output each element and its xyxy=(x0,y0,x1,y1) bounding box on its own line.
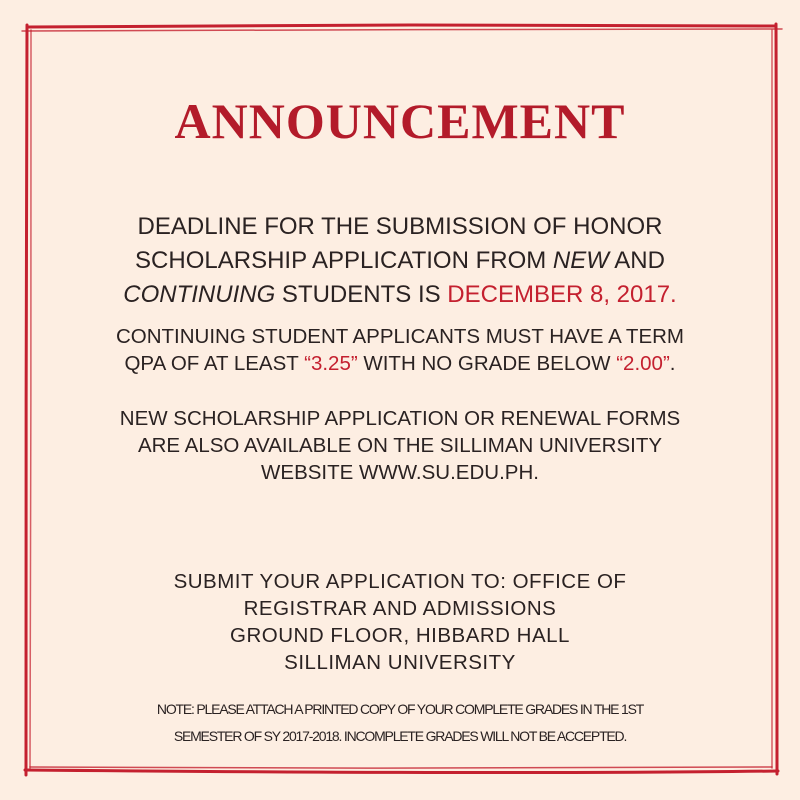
submit-line-4: SILLIMAN UNIVERSITY xyxy=(284,651,516,674)
deadline-paragraph xyxy=(60,210,740,312)
submit-line-1: SUBMIT YOUR APPLICATION TO: OFFICE OF xyxy=(173,570,627,593)
qpa-line-1: CONTINUING STUDENT APPLICANTS MUST HAVE A TERM xyxy=(115,325,685,348)
min-qpa-value: “3.25” xyxy=(304,352,358,375)
qpa-requirement-paragraph xyxy=(60,323,740,377)
continuing-emphasis: CONTINUING xyxy=(123,281,276,308)
submit-line-2: REGISTRAR AND ADMISSIONS xyxy=(243,597,557,620)
forms-availability-paragraph xyxy=(60,405,740,486)
qpa-line-2: QPA OF AT LEAST “3.25” WITH NO GRADE BELOW “2.00”. xyxy=(124,352,676,375)
min-grade-value: “2.00” xyxy=(616,352,670,375)
new-emphasis: NEW xyxy=(552,247,609,274)
forms-line-1: NEW SCHOLARSHIP APPLICATION OR RENEWAL FORMS xyxy=(119,407,681,430)
deadline-date: DECEMBER 8, 2017. xyxy=(447,281,677,308)
note-line-1: NOTE: PLEASE ATTACH A PRINTED COPY OF YOUR COMPLETE GRADES IN THE 1ST xyxy=(156,701,644,717)
submit-line-3: GROUND FLOOR, HIBBARD HALL xyxy=(230,624,570,647)
deadline-line-2: SCHOLARSHIP APPLICATION FROM NEW AND xyxy=(135,247,665,274)
forms-line-2: ARE ALSO AVAILABLE ON THE SILLIMAN UNIVERSITY xyxy=(137,434,663,457)
submission-address-paragraph xyxy=(60,568,740,676)
note-paragraph xyxy=(40,696,760,750)
note-line-2: SEMESTER OF SY 2017-2018. INCOMPLETE GRADES WILL NOT BE ACCEPTED. xyxy=(173,728,627,744)
forms-line-3: WEBSITE WWW.SU.EDU.PH. xyxy=(261,461,539,484)
deadline-line-3: CONTINUING STUDENTS IS DECEMBER 8, 2017. xyxy=(123,281,677,308)
page-title: ANNOUNCEMENT xyxy=(174,93,626,149)
deadline-line-1: DEADLINE FOR THE SUBMISSION OF HONOR xyxy=(137,213,663,240)
